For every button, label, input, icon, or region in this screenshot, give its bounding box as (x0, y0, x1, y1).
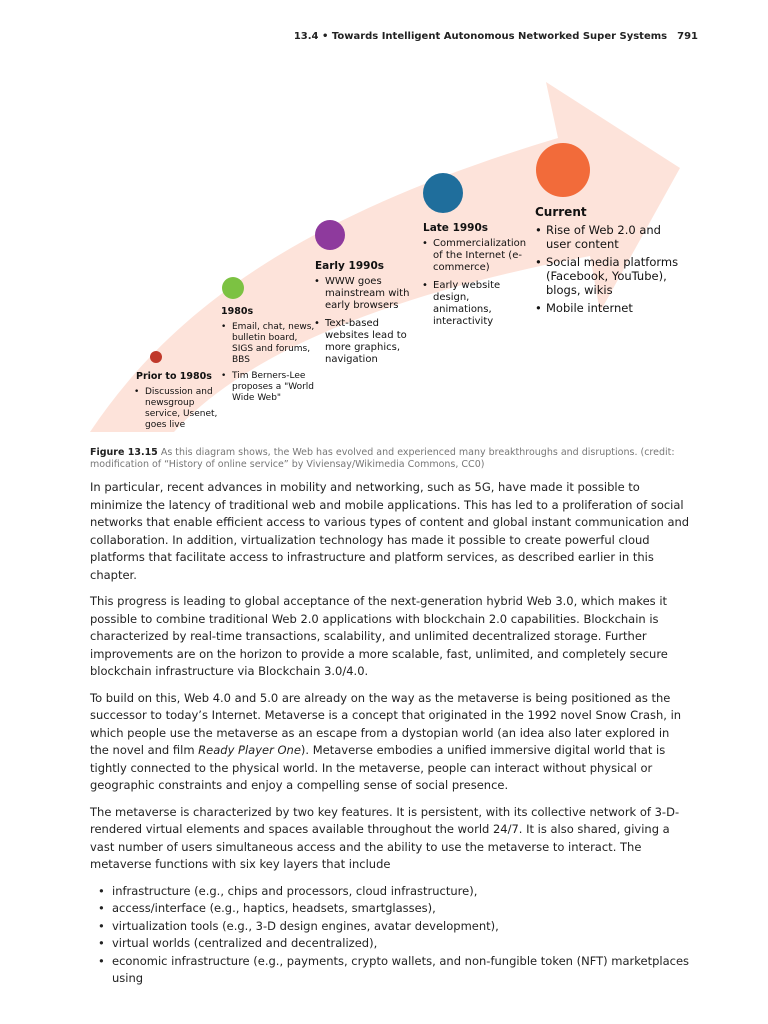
stage-bullets (535, 223, 685, 319)
paragraph (90, 690, 690, 795)
book-title: Ready Player One (198, 743, 301, 757)
stage-bullets (422, 238, 530, 333)
figure-label: Figure 13.15 (90, 447, 158, 458)
paragraph-text: ). Metaverse embodies a unified immersive digital world that is tightly connected to the physical world. In the metaverse, people can interact without physical or geographic constraints and enjoy a compelling sense of social presence. (90, 743, 666, 792)
stage-dot-late-1990s (423, 173, 463, 213)
stage-title: Late 1990s (423, 222, 489, 234)
stage-dot-prior-1980s (150, 351, 162, 363)
metaverse-layers-list (90, 883, 690, 988)
stage-bullet: • Discussion and newsgroup service, Usenet, goes live (134, 387, 220, 431)
stage-bullet: • Early website design, animations, interactivity (422, 280, 530, 329)
stage-dot-early-1990s (315, 220, 345, 250)
page-number: 791 (677, 31, 698, 42)
stage-bullets (221, 322, 321, 409)
web-evolution-figure (88, 60, 688, 440)
list-item: • infrastructure (e.g., chips and processors, cloud infrastructure), (90, 883, 690, 901)
stage-dot-current (536, 143, 590, 197)
running-head (294, 31, 698, 42)
paragraph-text: To build on this, Web 4.0 and 5.0 are already on the way as the metaverse is being positioned as the successor to today’s Internet. Metaverse is a concept that originated in the 1992 novel Snow Crash, in which people use the metaverse as an escape from a dystopian world (an idea also later explored in the novel and film (90, 690, 682, 757)
stage-bullet: • Email, chat, news, bulletin board, SIGS and forums, BBS (221, 322, 321, 366)
figure-caption (90, 447, 680, 472)
list-item: • economic infrastructure (e.g., payments, crypto wallets, and non-fungible token (NFT) marketplaces using (90, 953, 690, 988)
stage-bullets (134, 387, 220, 436)
stage-title: 1980s (221, 306, 254, 317)
figure-caption-text: As this diagram shows, the Web has evolved and experienced many breakthroughs and disruptions. (credit: modification of “History of online service” by Viviensay/Wikimedia Commons, CC0) (90, 447, 675, 471)
stage-dot-1980s (222, 277, 244, 299)
paragraph: In particular, recent advances in mobility and networking, such as 5G, have made it possible to minimize the latency of traditional web and mobile applications. This has led to a proliferation of social networks that enable efficient access to various types of content and global instant communication and collaboration. In addition, virtualization technology has made it possible to create powerful cloud platforms that facilitate access to infrastructure and platform services, as described earlier in this chapter. (90, 480, 690, 582)
stage-title: Current (535, 205, 587, 219)
stage-bullet: • Commercialization of the Internet (e-commerce) (422, 238, 530, 275)
stage-title: Prior to 1980s (136, 371, 212, 382)
running-head-title: 13.4 • Towards Intelligent Autonomous Networked Super Systems (293, 31, 668, 42)
stage-bullet: • Tim Berners-Lee proposes a "World Wide Web" (221, 371, 321, 404)
stage-bullets (314, 276, 410, 371)
stage-bullet: • Rise of Web 2.0 and user content (535, 223, 685, 251)
stage-title: Early 1990s (315, 260, 385, 272)
list-item: • virtual worlds (centralized and decentralized), (90, 935, 690, 953)
paragraph: This progress is leading to global acceptance of the next-generation hybrid Web 3.0, which makes it possible to combine traditional Web 2.0 applications with blockchain 2.0 capabilities. Blockchain is characterized by real-time transactions, scalability, and unlimited decentralized storage. Further improvements are on the horizon to provide a more scalable, fast, unlimited, and completely secure blockchain infrastructure via Blockchain 3.0/4.0. (90, 594, 668, 678)
stage-bullet: • WWW goes mainstream with early browsers (314, 276, 410, 313)
stage-bullet: • Mobile internet (535, 301, 685, 315)
list-item: • access/interface (e.g., haptics, headsets, smartglasses), (90, 900, 690, 918)
stage-bullet: • Social media platforms (Facebook, YouTube), blogs, wikis (535, 255, 685, 297)
body-text (90, 479, 690, 988)
stage-bullet: • Text-based websites lead to more graphics, navigation (314, 318, 410, 367)
paragraph: The metaverse is characterized by two key features. It is persistent, with its collective network of 3-D-rendered virtual elements and spaces available throughout the world 24/7. It is also shared, giving a vast number of users simultaneous access and the ability to use the metaverse to interact. The metaverse functions with six key layers that include (90, 804, 680, 871)
list-item: • virtualization tools (e.g., 3-D design engines, avatar development), (90, 918, 690, 936)
